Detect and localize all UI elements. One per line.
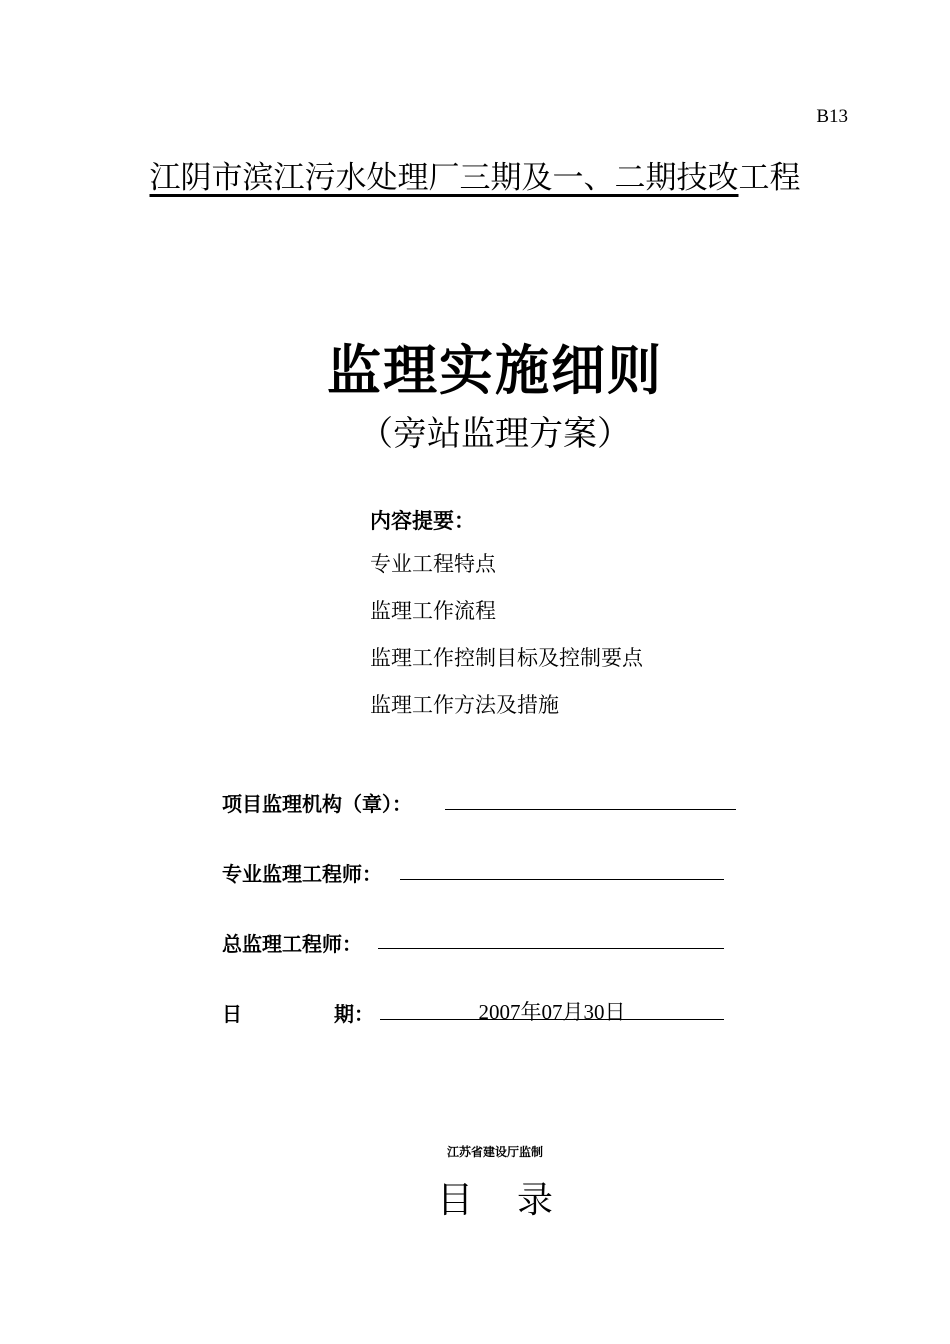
date-line	[380, 1019, 724, 1020]
date-label-period: 期：	[334, 1002, 374, 1026]
chief-engineer-line	[378, 948, 724, 949]
date-value: 2007年07月30日	[478, 1000, 626, 1024]
specialist-engineer-label: 专业监理工程师：	[222, 862, 382, 886]
project-name-suffix: 工程	[738, 160, 801, 196]
issuer-note: 江苏省建设厅监制	[446, 1145, 543, 1159]
toc-heading: 目录	[436, 1180, 597, 1221]
document-subtitle: （旁站监理方案）	[359, 414, 631, 454]
document-title: 监理实施细则	[327, 339, 663, 402]
summary-item: 专业工程特点	[370, 552, 496, 576]
summary-list	[370, 548, 643, 736]
document-code: B13	[816, 106, 848, 127]
summary-item: 监理工作流程	[370, 599, 496, 623]
org-seal-label: 项目监理机构（章）：	[222, 792, 412, 816]
summary-item: 监理工作控制目标及控制要点	[370, 646, 643, 670]
summary-item: 监理工作方法及措施	[370, 693, 559, 717]
org-seal-line	[445, 809, 736, 810]
project-name-underlined: 江阴市滨江污水处理厂三期及一、二期技改	[149, 160, 739, 196]
summary-heading: 内容提要：	[370, 509, 475, 533]
chief-engineer-label: 总监理工程师：	[222, 932, 362, 956]
project-name	[0, 156, 950, 200]
specialist-engineer-line	[400, 879, 724, 880]
date-label-day: 日	[222, 1002, 242, 1026]
